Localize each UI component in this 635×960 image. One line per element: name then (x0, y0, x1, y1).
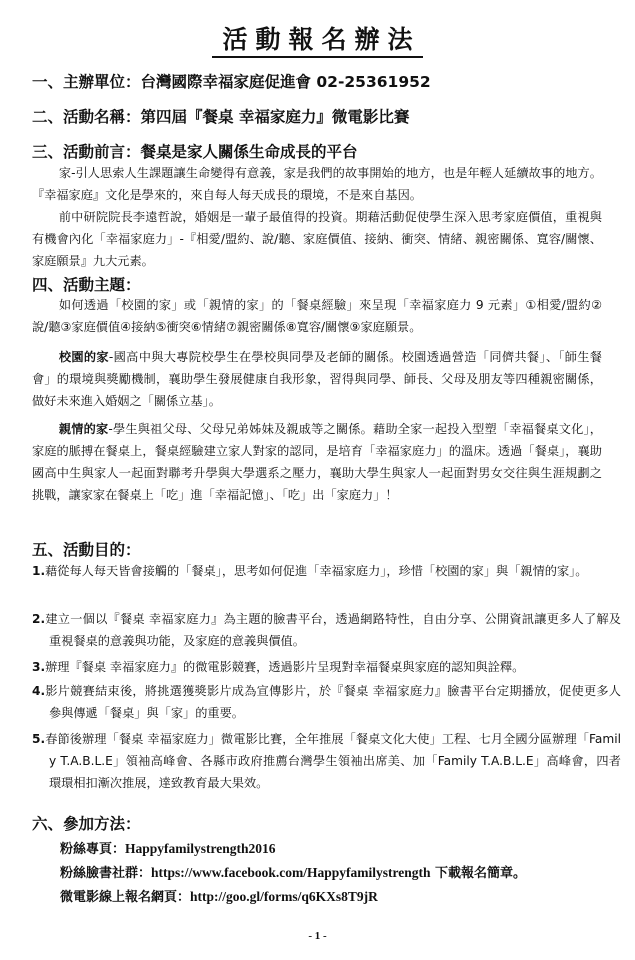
objective-item: 5.春節後辦理「餐桌 幸福家庭力」微電影比賽，全年推展「餐桌文化大使」工程、七月全國分區辦理「Family T.A.B.L.E」領袖高峰會、各縣市政府推薦台灣學生領袖出席美、加「Family T.A.B.L.E」高峰會，四者環環相扣漸次推展，達致教育最大果效。 (32, 732, 621, 790)
section-event-name: 二、活動名稱：第四屆『餐桌 幸福家庭力』微電影比賽 (32, 108, 410, 126)
section-objectives: 五、活動目的： (32, 541, 141, 559)
join-group: 粉絲臉書社群：https://www.facebook.com/Happyfamilystrength 下載報名簡章。 (60, 865, 527, 881)
theme-campus-home (32, 346, 602, 412)
preface-paragraph-2: 前中研院院長李遠哲說，婚姻是一輩子最值得的投資。期藉活動促使學生深入思考家庭價值，重視與有機會內化「幸福家庭力」-『相愛/盟約、說/聽、家庭價值、接納、衝突、情緒、親密關係、寬容/關懷、家庭願景』九大元素。 (32, 210, 602, 268)
section-preface: 三、活動前言：餐桌是家人關係生命成長的平台 (32, 143, 358, 161)
preface-paragraph-1: 家-引人思索人生課題讓生命變得有意義，家是我們的故事開始的地方，也是年輕人延續故事的地方。『幸福家庭』文化是學來的，來自每人每天成長的環境，不是來自基因。 (32, 166, 602, 202)
theme-family-home (32, 418, 602, 506)
campus-home-text: -國高中與大專院校學生在學校與同學及老師的關係。校園透過營造「同儕共餐」、「師生餐會」的環境與獎勵機制，襄助學生發展健康自我形象，習得與同學、師長、父母及朋友等四種親密關係，做好未來進入婚姻之「關係立基」。 (32, 350, 602, 408)
facebook-group-link[interactable]: https://www.facebook.com/Happyfamilystrength (151, 865, 431, 880)
page-number: - 1 - (308, 930, 327, 942)
section-how-to-join: 六、參加方法： (32, 815, 141, 833)
section-organizer: 一、主辦單位：台灣國際幸福家庭促進會 02-25361952 (32, 73, 431, 91)
objective-item: 1.藉從每人每天皆會接觸的「餐桌」，思考如何促進「幸福家庭力」，珍惜「校園的家」與「親情的家」。 (32, 564, 588, 578)
objective-item: 2.建立一個以『餐桌 幸福家庭力』為主題的臉書平台，透過網路特性，自由分享、公開資訊讓更多人了解及重視餐桌的意義與功能，及家庭的意義與價值。 (32, 612, 621, 648)
join-form: 微電影線上報名網頁：http://goo.gl/forms/q6KXs8T9jR (60, 889, 378, 905)
document-title (0, 20, 635, 56)
join-fanpage: 粉絲專頁：Happyfamilystrength2016 (60, 841, 276, 857)
theme-intro: 如何透過「校園的家」或「親情的家」的「餐桌經驗」來呈現「幸福家庭力 9 元素」①相愛/盟約②說/聽③家庭價值④接納⑤衝突⑥情緒⑦親密關係⑧寬容/關懷⑨家庭願景。 (32, 298, 602, 334)
fanpage-name[interactable]: Happyfamilystrength2016 (125, 841, 276, 856)
document-title-text: 活動報名辦法 (212, 25, 422, 58)
objective-item: 3.辦理『餐桌 幸福家庭力』的微電影競賽，透過影片呈現對幸福餐桌與家庭的認知與詮釋。 (32, 660, 525, 674)
section-theme: 四、活動主題： (32, 276, 141, 294)
family-home-lead: 親情的家 (58, 422, 109, 436)
family-home-text: -學生與祖父母、父母兄弟姊妹及親戚等之關係。藉助全家一起投入型塑「幸福餐桌文化」，家庭的脈搏在餐桌上，餐桌經驗建立家人對家的認同，是培育「幸福家庭力」的溫床。透過「餐桌」，襄助國高中生與家人一起面對聯考升學與大學選系之壓力，襄助大學生與家人一起面對男女交往與生涯規劃之挑戰，讓家家在餐桌上「吃」進「幸福記憶」、「吃」出「家庭力」！ (32, 422, 602, 502)
objective-item: 4.影片競賽結束後，將挑選獲獎影片成為宣傳影片，於『餐桌 幸福家庭力』臉書平台定期播放，促使更多人參與傳遞「餐桌」與「家」的重要。 (32, 684, 621, 720)
signup-form-link[interactable]: http://goo.gl/forms/q6KXs8T9jR (190, 889, 378, 904)
campus-home-lead: 校園的家 (58, 350, 109, 364)
